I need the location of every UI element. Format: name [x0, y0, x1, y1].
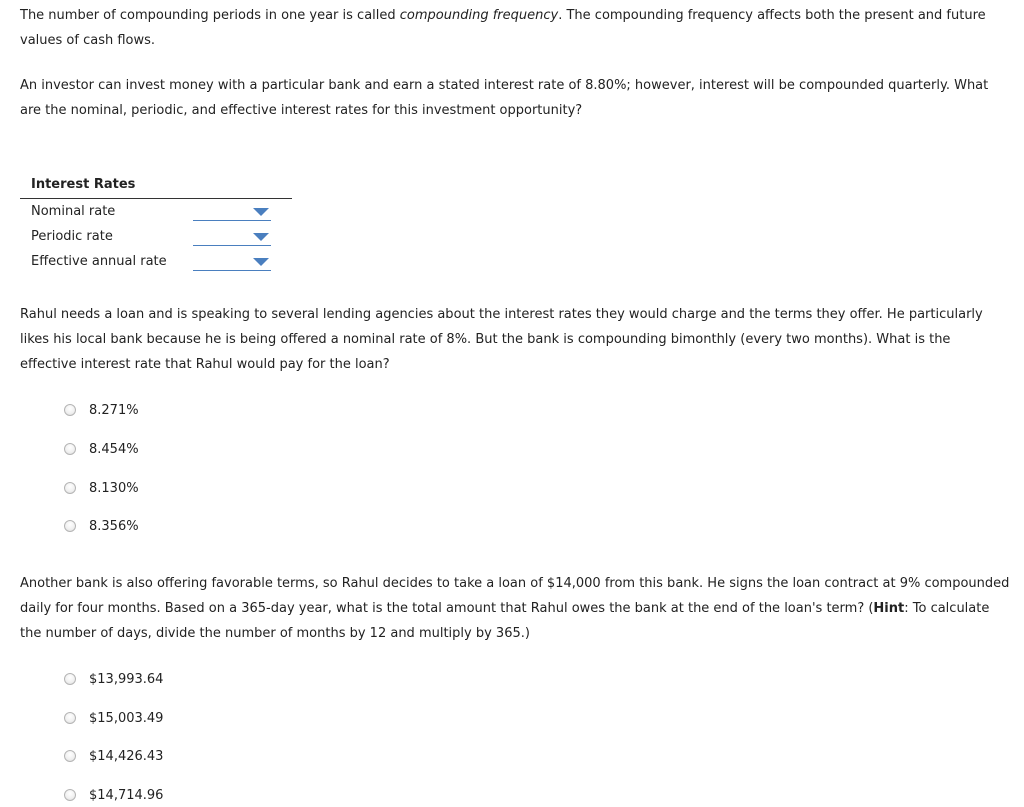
question3-text-start: Another bank is also offering favorable terms, so Rahul decides to take a loan of $14,000 from this bank. He signs the loan contract at 9% compounded daily for four months. Based on a 365-day year, what is the total amount that Rahul owes the bank at the end of the loan's term? ( — [20, 576, 1010, 616]
question1-text: An investor can invest money with a particular bank and earn a stated interest rate of 8.80%; however, interest will be compounded quarterly. What are the nominal, periodic, and effective interest rates for this investment opportunity? — [20, 78, 989, 118]
interest-rates-header: Interest Rates — [20, 176, 292, 199]
option-label: $14,714.96 — [89, 788, 164, 803]
radio-button[interactable] — [64, 673, 76, 685]
rate-row-nominal — [20, 199, 292, 224]
radio-button[interactable] — [64, 482, 76, 494]
intro-term: compounding frequency — [399, 8, 559, 23]
nominal-rate-dropdown[interactable] — [193, 203, 271, 221]
question2-text: Rahul needs a loan and is speaking to several lending agencies about the interest rates they would charge and the terms they offer. He particularly likes his local bank because he is being offered a nominal rate of 8%. But the bank is compounding bimonthly (every two months). What is the effective interest rate that Rahul would pay for the loan? — [20, 307, 983, 372]
intro-paragraph — [20, 3, 1010, 53]
question3-option-2[interactable] — [64, 709, 364, 729]
hint-label: Hint — [873, 601, 905, 616]
question2-option-1[interactable] — [64, 401, 364, 421]
option-label: $15,003.49 — [89, 711, 164, 726]
rate-row-effective — [20, 249, 292, 274]
radio-button[interactable] — [64, 520, 76, 532]
option-label: $14,426.43 — [89, 749, 164, 764]
question2-option-2[interactable] — [64, 440, 364, 460]
nominal-rate-label: Nominal rate — [31, 204, 116, 219]
radio-button[interactable] — [64, 712, 76, 724]
option-label: 8.454% — [89, 442, 139, 457]
rate-row-periodic — [20, 224, 292, 249]
radio-button[interactable] — [64, 443, 76, 455]
intro-text-end: . The compounding frequency affects both the present and future values of cash flows. — [20, 8, 986, 48]
radio-button[interactable] — [64, 789, 76, 801]
chevron-down-icon — [253, 233, 269, 241]
periodic-rate-label: Periodic rate — [31, 229, 113, 244]
radio-button[interactable] — [64, 404, 76, 416]
effective-rate-label: Effective annual rate — [31, 254, 167, 269]
option-label: 8.271% — [89, 403, 139, 418]
chevron-down-icon — [253, 258, 269, 266]
question3-text-end: : To calculate the number of days, divide the number of months by 12 and multiply by 365.) — [20, 601, 990, 641]
option-label: $13,993.64 — [89, 672, 164, 687]
effective-rate-dropdown[interactable] — [193, 253, 271, 271]
option-label: 8.356% — [89, 519, 139, 534]
intro-text-start: The number of compounding periods in one year is called — [20, 8, 400, 23]
periodic-rate-dropdown[interactable] — [193, 228, 271, 246]
question3-option-4[interactable] — [64, 786, 364, 806]
question3-option-3[interactable] — [64, 747, 364, 767]
question2-option-3[interactable] — [64, 479, 364, 499]
chevron-down-icon — [253, 208, 269, 216]
interest-rates-table — [20, 176, 292, 274]
question2-option-4[interactable] — [64, 517, 364, 537]
radio-button[interactable] — [64, 750, 76, 762]
question3-option-1[interactable] — [64, 670, 364, 690]
option-label: 8.130% — [89, 481, 139, 496]
question3-text — [20, 571, 1010, 646]
